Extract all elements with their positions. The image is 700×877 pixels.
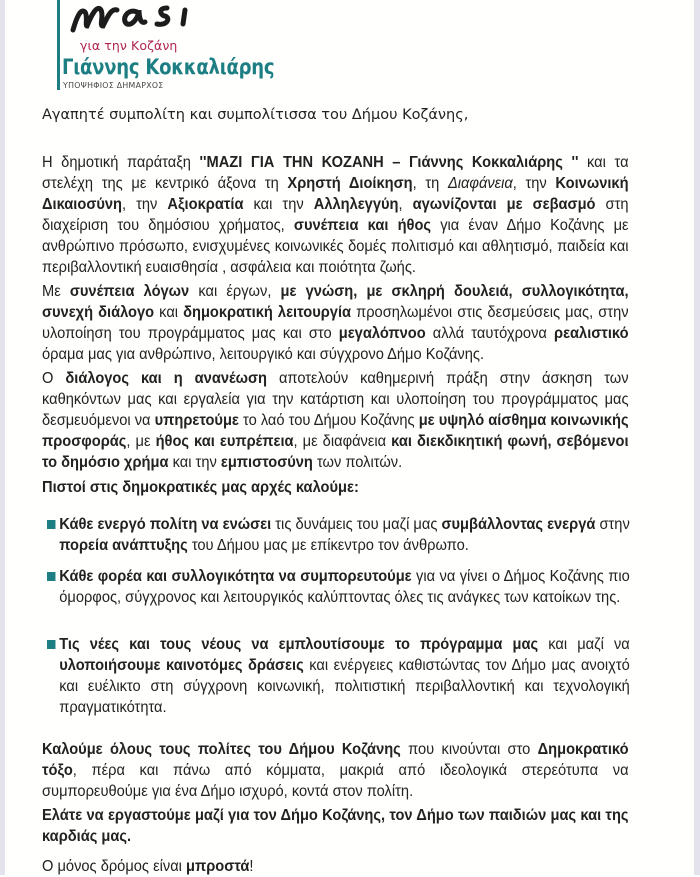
bullet-item	[47, 634, 630, 718]
greeting: Αγαπητέ συμπολίτη και συμπολίτισσα του Δήμου Κοζάνης,	[42, 107, 469, 123]
bold-phrase: συνέπεια και ήθος	[293, 217, 432, 234]
bold-phrase: Δημοκρατικό τόξο	[42, 741, 629, 779]
bullet-text	[47, 634, 630, 718]
bold-phrase: δημοκρατική λειτουργία	[183, 304, 352, 321]
bold-phrase: εμπιστοσύνη	[220, 454, 313, 471]
text-run: και την	[243, 196, 314, 213]
candidate-name: Γιάννης Κοκκαλιάρης	[62, 55, 275, 79]
logo-script-mazi	[67, 0, 207, 42]
bullet-square-icon	[47, 520, 55, 529]
call-heading: Πιστοί στις δημοκρατικές μας αρχές καλούμε:	[42, 479, 359, 496]
text-run: και έργων,	[189, 283, 281, 300]
bullet-text	[47, 514, 630, 556]
bold-phrase: μπροστά	[186, 858, 250, 875]
bold-phrase: υπηρετούμε	[154, 412, 239, 429]
text-run: και	[154, 304, 184, 321]
text-run: και μαζί να	[538, 636, 630, 653]
bold-phrase: ρεαλιστικό	[554, 325, 629, 342]
bold-phrase: Καλούμε όλους τους πολίτες του Δήμου Κοζάνης	[42, 741, 401, 758]
text-run: και τα στελέχη της με κεντρικό άξονα τη	[42, 154, 629, 192]
bold-phrase: αγωνίζονται με σεβασμό	[412, 196, 596, 213]
bold-phrase: ''ΜΑΖΙ ΓΙΑ ΤΗΝ ΚΟΖΑΝΗ – Γιάννης Κοκκαλιάρης ''	[199, 154, 579, 171]
bold-phrase: ήθος και ευπρέπεια	[155, 433, 294, 450]
text-run: των πολιτών.	[312, 454, 403, 471]
text-run: , την	[122, 196, 168, 213]
closing-line	[42, 856, 629, 877]
text-run: στη διαχείριση του δημόσιου χρήματος,	[42, 196, 629, 234]
text-run: Με	[42, 283, 70, 300]
bullet-square-icon	[47, 640, 55, 649]
bold-phrase: διάλογος και η ανανέωση	[65, 370, 267, 387]
text-run: για έναν Δήμο Κοζάνης με ανθρώπινο πρόσωπο, ενισχυμένες κοινωνικές δομές πολιτισμό και αθλητισμό, παιδεία και περιβαλλοντική ευαισθησία , ασφάλεια και ποιότητα ζωής.	[42, 217, 629, 276]
bold-phrase: Αξιοκρατία	[167, 196, 244, 213]
bold-phrase: Κάθε ενεργό πολίτη να ενώσει	[59, 516, 272, 533]
bold-phrase: συμβάλλοντας ενεργά	[441, 516, 596, 533]
paragraph-2	[42, 281, 629, 365]
text-run: Ο μόνος δρόμος είναι	[42, 858, 187, 875]
bold-phrase: υλοποιήσουμε καινοτόμες δράσεις	[59, 657, 304, 674]
text-run: στην	[595, 516, 630, 533]
bold-phrase: συνέπεια λόγων	[69, 283, 190, 300]
text-run: αλλά ταυτόχρονα	[425, 325, 555, 342]
text-run: , με	[126, 433, 156, 450]
bullet-text	[47, 566, 630, 608]
logo-tagline: για την Κοζάνη	[80, 38, 178, 53]
italic-phrase: Διαφάνεια	[447, 175, 513, 192]
text-run: , την	[512, 175, 556, 192]
text-run: Η δημοτική παράταξη	[42, 154, 200, 171]
text-run: του Δήμου μας με επίκεντρο τον άνθρωπο.	[187, 537, 469, 554]
text-run: που κινούνται στο	[400, 741, 538, 758]
text-run: τις δυνάμεις του μαζί μας	[271, 516, 442, 533]
logo-accent-bar	[57, 0, 60, 90]
paragraph-1	[42, 152, 629, 278]
campaign-logo	[57, 0, 277, 92]
text-run: ,	[398, 196, 413, 213]
paragraph-6: Ελάτε να εργαστούμε μαζί για τον Δήμο Κοζάνης, τον Δήμο των παιδιών μας και της καρδιάς μας.	[42, 807, 629, 845]
candidate-role: ΥΠΟΨΗΦΙΟΣ ΔΗΜΑΡΧΟΣ	[63, 81, 164, 90]
text-run: το λαό του Δήμου Κοζάνης	[238, 412, 419, 429]
text-run: , με διαφάνεια	[293, 433, 392, 450]
text-run: και την	[168, 454, 221, 471]
bullet-item	[47, 514, 630, 556]
text-run: προσηλωμένοι στις δεσμεύσεις μας, στην υλοποίηση του προγράμματος μας και στο	[42, 304, 629, 342]
text-run: για να γίνει ο Δήμος Κοζάνης πιο όμορφος, σύγχρονος και λειτουργικός καλύπτοντας όλες τις ανάγκες των κατοίκων της.	[59, 568, 630, 606]
bold-phrase: μεγαλόπνοο	[338, 325, 426, 342]
bullet-square-icon	[47, 572, 55, 581]
bold-phrase: με υψηλό αίσθημα κοινωνικής προσφοράς	[42, 412, 629, 450]
bold-phrase: Χρηστή Διοίκηση	[287, 175, 413, 192]
paragraph-3	[42, 368, 629, 473]
bold-phrase: Κοινωνική Δικαιοσύνη	[42, 175, 629, 213]
bold-phrase: Τις νέες και τους νέους να εμπλουτίσουμε το πρόγραμμα μας	[59, 636, 539, 653]
text-run: , τη	[412, 175, 448, 192]
text-run: όραμα μας για ανθρώπινο, λειτουργικό και σύγχρονο Δήμο Κοζάνης.	[42, 346, 485, 363]
bold-phrase: με γνώση, με σκληρή δουλειά, συλλογικότητα, συνεχή διάλογο	[42, 283, 629, 321]
page-edge-right	[694, 0, 700, 875]
text-run: αποτελούν καθημερινή πράξη στην άσκηση των καθηκόντων μας και εργαλεία για την κατάρτιση και υλοποίηση του προγράμματος μας δεσμευόμενοι να	[42, 370, 629, 429]
text-run: !	[249, 858, 254, 875]
bold-phrase: και διεκδικητική φωνή, σεβόμενοι το δημόσιο χρήμα	[42, 433, 629, 471]
text-run: και ενέργειες καθιστώντας τον Δήμο μας ανοιχτό και ευέλικτο στη σύγχρονη κοινωνική, πολιτιστική περιβαλλοντική και τεχνολογική πραγματικότητα.	[59, 657, 630, 716]
paragraph-5	[42, 739, 629, 802]
letter-page	[5, 0, 694, 875]
bold-phrase: Αλληλεγγύη	[313, 196, 399, 213]
bold-phrase: Κάθε φορέα και συλλογικότητα να συμπορευτούμε	[59, 568, 412, 585]
bold-phrase: πορεία ανάπτυξης	[59, 537, 188, 554]
text-run: Ο	[42, 370, 66, 387]
text-run: , πέρα και πάνω από κόμματα, μακριά από ιδεολογικά στερεότυπα να συμπορευθούμε για ένα Δήμο ισχυρό, κοντά στον πολίτη.	[42, 762, 629, 800]
bullet-item	[47, 566, 630, 608]
